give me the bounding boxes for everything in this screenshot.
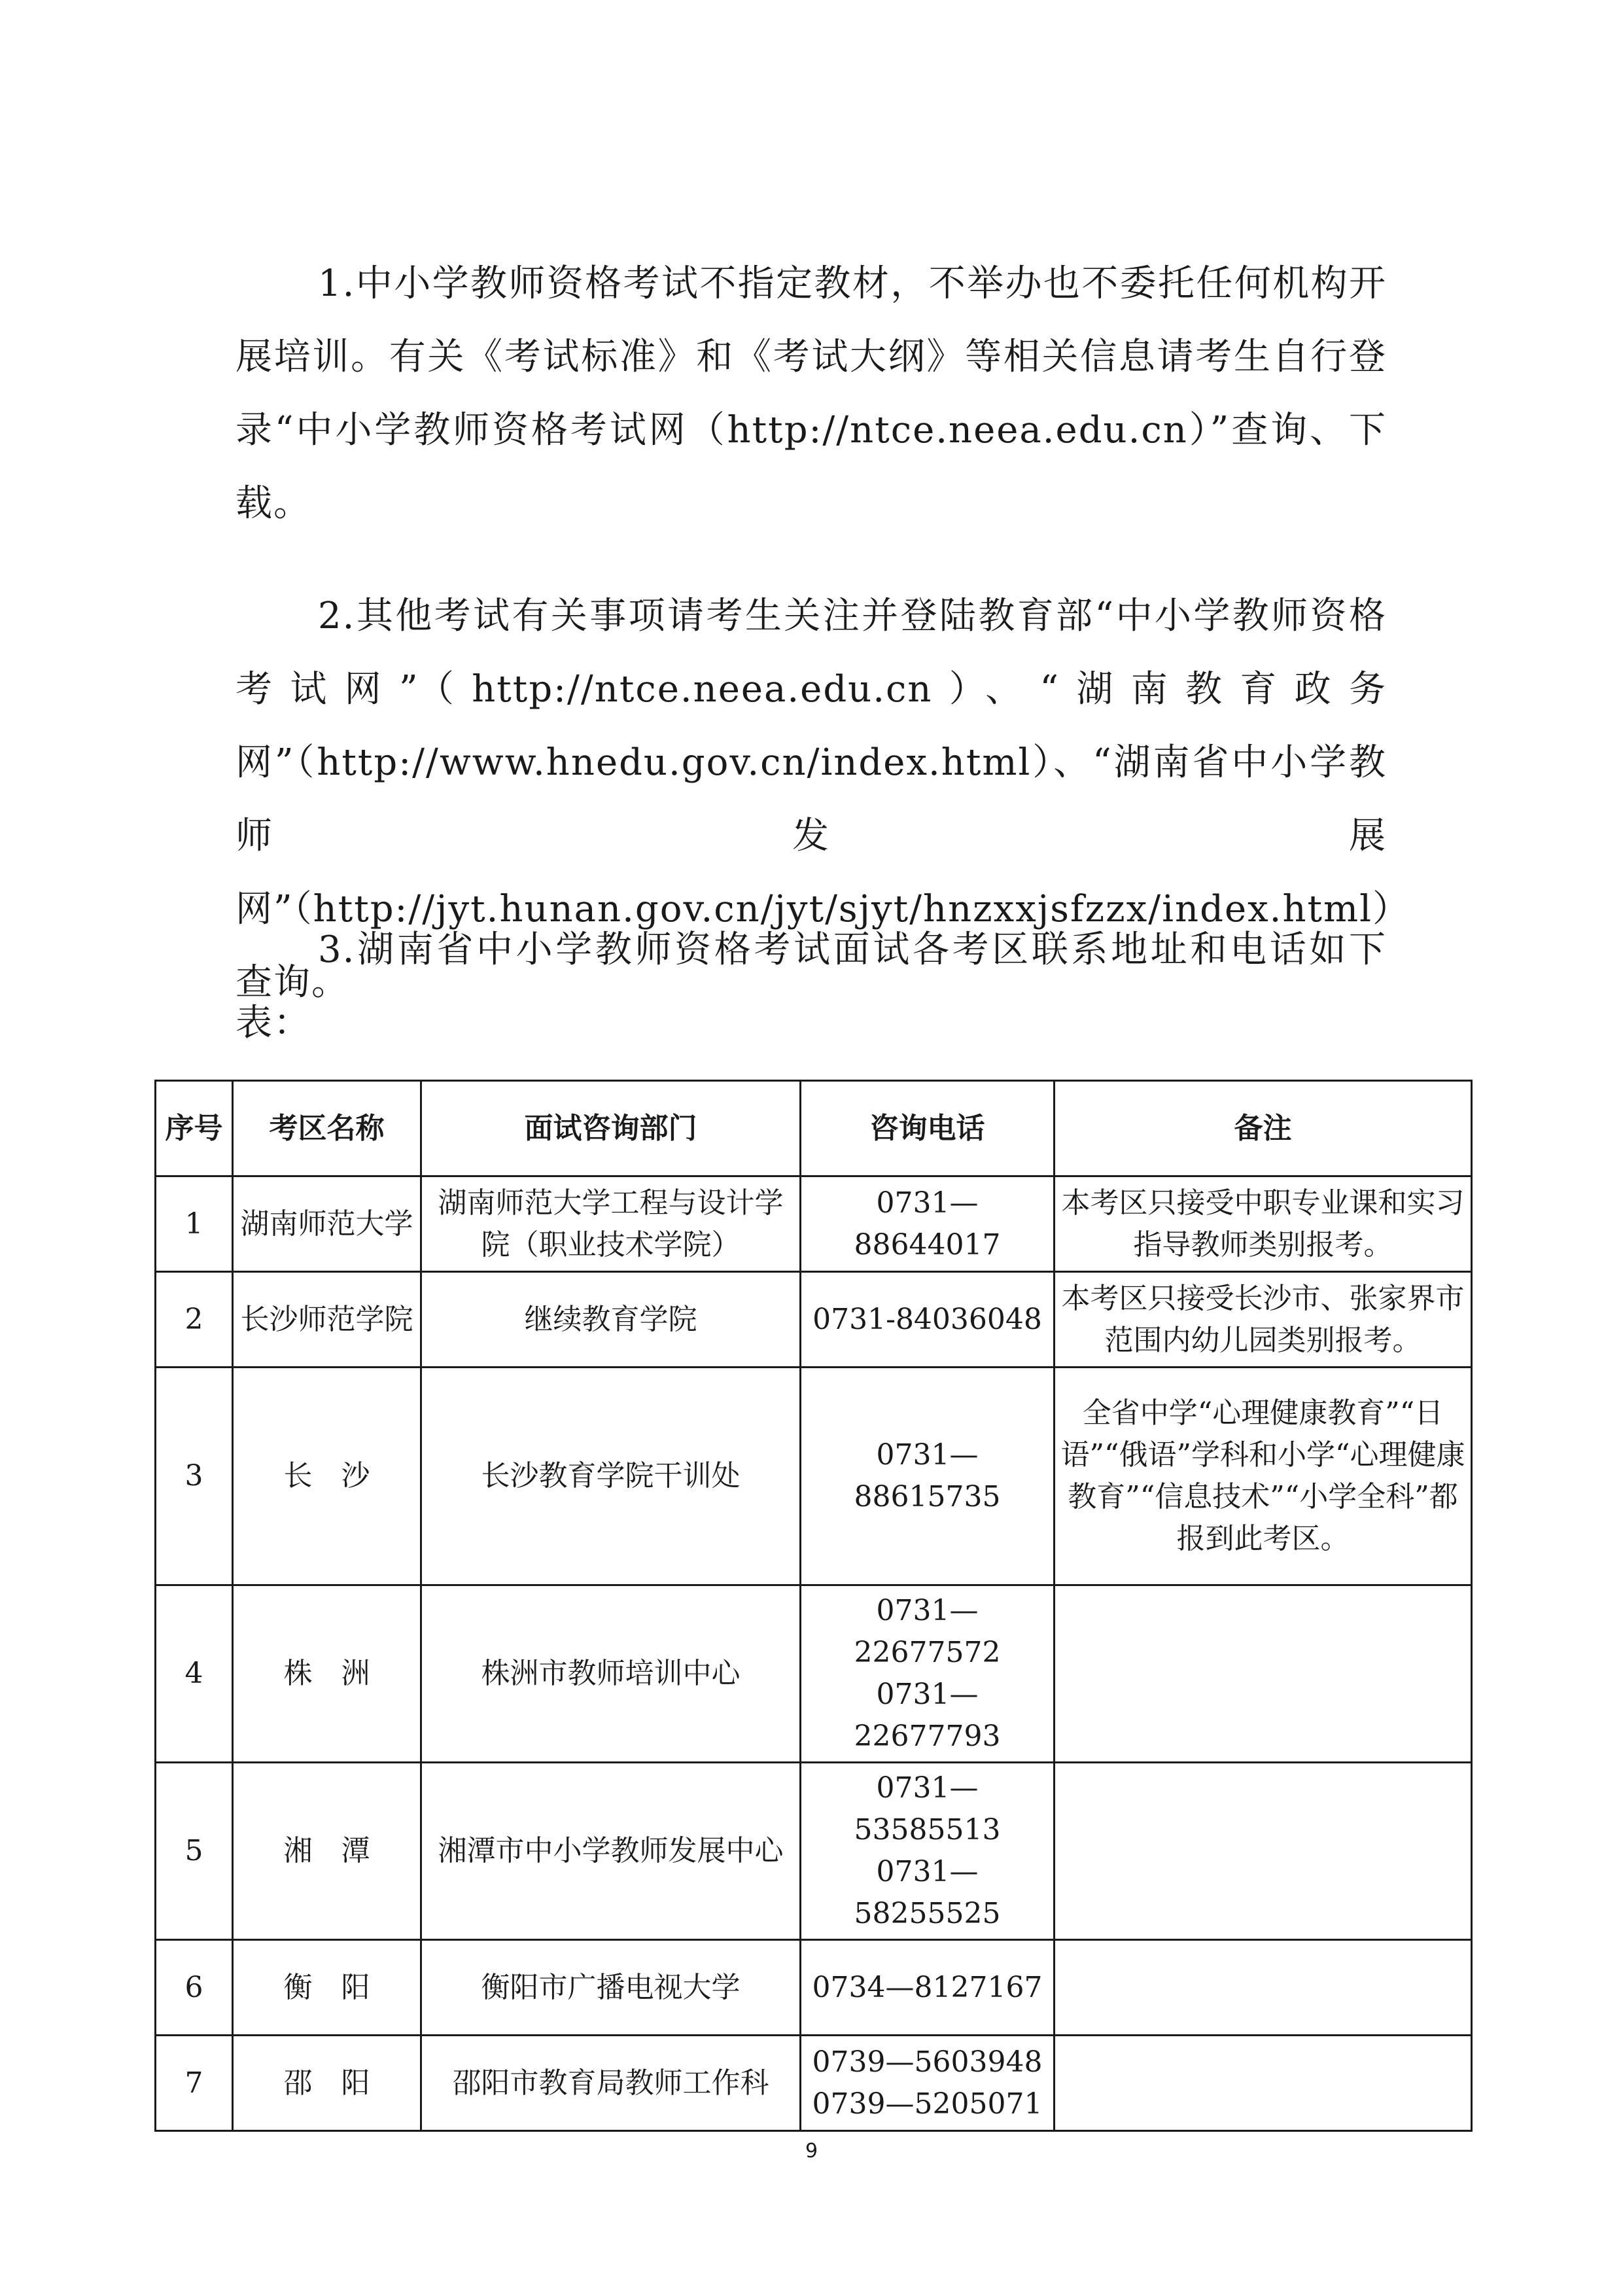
cell-no: 7 (156, 2036, 233, 2131)
table-row (156, 1176, 1472, 1272)
cell-remark: 全省中学“心理健康教育”“日语”“俄语”学科和小学“心理健康教育”“信息技术”“小学全科”都报到此考区。 (1055, 1368, 1472, 1585)
header-phone: 咨询电话 (801, 1081, 1055, 1176)
exam-area-contact-table (154, 1080, 1473, 2132)
table-row (156, 2036, 1472, 2131)
cell-area: 衡 阳 (233, 1940, 421, 2036)
cell-remark (1055, 1763, 1472, 1940)
cell-no: 2 (156, 1272, 233, 1368)
cell-dept: 邵阳市教育局教师工作科 (421, 2036, 801, 2131)
phone-1: 0739—5603948 (812, 2045, 1043, 2079)
cell-phone (801, 2036, 1055, 2131)
cell-phone (801, 1763, 1055, 1940)
table-row (156, 1272, 1472, 1368)
phone-1: 0731—88644017 (854, 1186, 1001, 1262)
header-area: 考区名称 (233, 1081, 421, 1176)
cell-remark: 本考区只接受长沙市、张家界市范围内幼儿园类别报考。 (1055, 1272, 1472, 1368)
cell-remark: 本考区只接受中职专业课和实习指导教师类别报考。 (1055, 1176, 1472, 1272)
cell-area: 长沙师范学院 (233, 1272, 421, 1368)
cell-phone (801, 1176, 1055, 1272)
paragraph-2: 2.其他考试有关事项请考生关注并登陆教育部“中小学教师资格考试网”（http://ntce.neea.edu.cn）、“湖南教育政务网”（http://www.hnedu.gov.cn/index.html）、“湖南省中小学教师发展网”（http://jyt.hunan.gov.cn/jyt/sjyt/hnzxxjsfzzx/index.html）查询。 (236, 595, 1411, 1004)
cell-phone (801, 1585, 1055, 1763)
header-no: 序号 (156, 1081, 233, 1176)
cell-dept: 长沙教育学院干训处 (421, 1368, 801, 1585)
table-row (156, 1763, 1472, 1940)
cell-area: 长 沙 (233, 1368, 421, 1585)
cell-remark (1055, 1585, 1472, 1763)
cell-phone (801, 1368, 1055, 1585)
paragraph-3: 3.湖南省中小学教师资格考试面试各考区联系地址和电话如下表： (236, 928, 1387, 1044)
phone-1: 0731-84036048 (812, 1302, 1042, 1336)
cell-phone (801, 1272, 1055, 1368)
cell-dept: 衡阳市广播电视大学 (421, 1940, 801, 2036)
cell-area: 湖南师范大学 (233, 1176, 421, 1272)
phone-1: 0731—88615735 (854, 1438, 1001, 1513)
page-number: 9 (805, 2140, 818, 2163)
phone-1: 0734—8127167 (812, 1970, 1043, 2004)
table-header-row (156, 1081, 1472, 1176)
cell-dept: 湘潭市中小学教师发展中心 (421, 1763, 801, 1940)
phone-1: 0731—53585513 (854, 1771, 1001, 1846)
header-remark: 备注 (1055, 1081, 1472, 1176)
table-row (156, 1940, 1472, 2036)
cell-area: 株 洲 (233, 1585, 421, 1763)
paragraph-1: 1.中小学教师资格考试不指定教材，不举办也不委托任何机构开展培训。有关《考试标准》和《考试大纲》等相关信息请考生自行登录“中小学教师资格考试网（http://ntce.neea.edu.cn）”查询、下载。 (236, 262, 1387, 525)
cell-no: 4 (156, 1585, 233, 1763)
cell-phone (801, 1940, 1055, 2036)
header-dept: 面试咨询部门 (421, 1081, 801, 1176)
phone-2: 0739—5205071 (812, 2087, 1043, 2121)
cell-remark (1055, 1940, 1472, 2036)
cell-dept: 继续教育学院 (421, 1272, 801, 1368)
cell-area: 邵 阳 (233, 2036, 421, 2131)
cell-dept: 湖南师范大学工程与设计学院（职业技术学院） (421, 1176, 801, 1272)
table-row (156, 1368, 1472, 1585)
phone-2: 0731—58255525 (854, 1855, 1001, 1930)
cell-no: 5 (156, 1763, 233, 1940)
cell-no: 1 (156, 1176, 233, 1272)
cell-dept: 株洲市教师培训中心 (421, 1585, 801, 1763)
cell-area: 湘 潭 (233, 1763, 421, 1940)
cell-remark (1055, 2036, 1472, 2131)
phone-1: 0731—22677572 (854, 1594, 1001, 1669)
cell-no: 6 (156, 1940, 233, 2036)
table-row (156, 1585, 1472, 1763)
phone-2: 0731—22677793 (854, 1678, 1001, 1753)
cell-no: 3 (156, 1368, 233, 1585)
